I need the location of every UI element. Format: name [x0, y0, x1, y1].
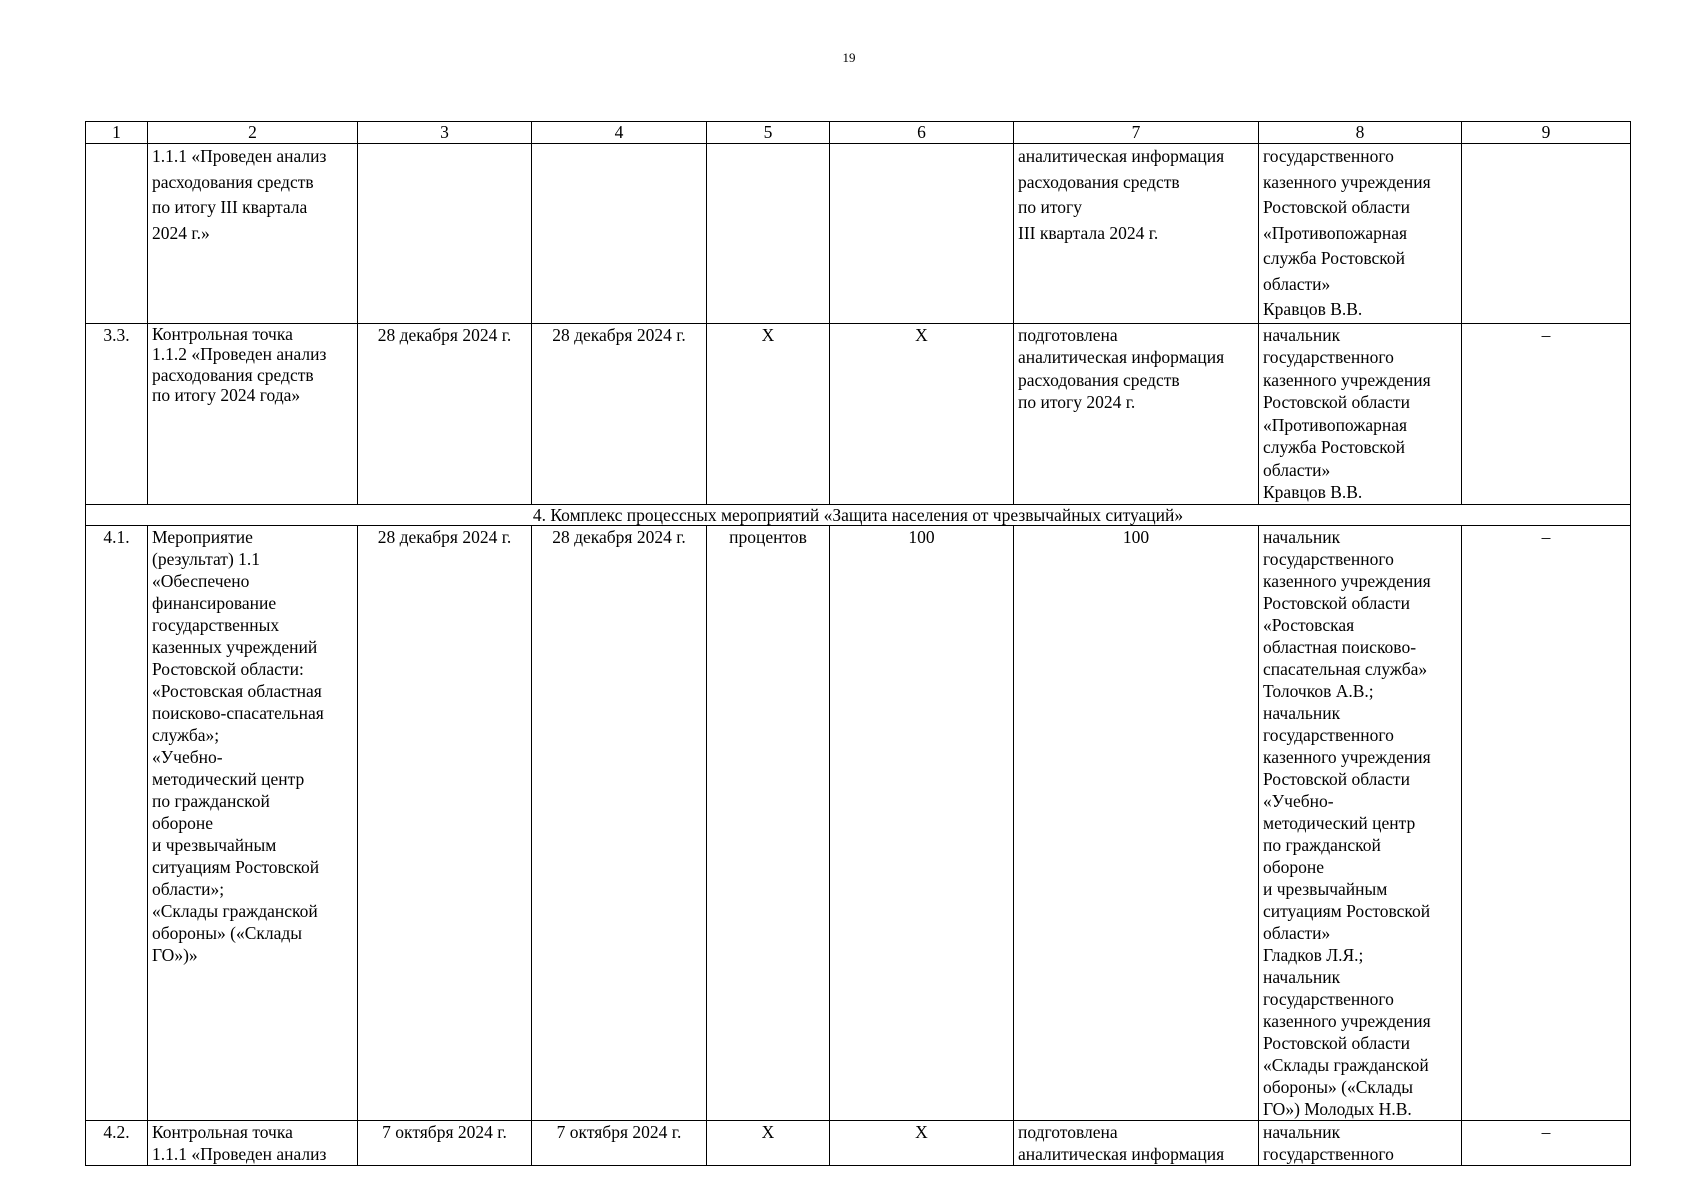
- cell-name: Контрольная точка 1.1.1 «Проведен анализ: [148, 1120, 358, 1165]
- cell-number: 4.2.: [86, 1120, 148, 1165]
- column-header: 4: [532, 122, 707, 144]
- cell-unit: процентов: [707, 525, 830, 1120]
- table-header-row: [86, 122, 1631, 144]
- table-row: [86, 144, 1631, 324]
- column-header: 9: [1462, 122, 1631, 144]
- cell-note: [1462, 144, 1631, 324]
- column-header: 2: [148, 122, 358, 144]
- cell-responsible: начальник государственного: [1259, 1120, 1462, 1165]
- column-header: 8: [1259, 122, 1462, 144]
- cell-fact-date: 28 декабря 2024 г.: [532, 525, 707, 1120]
- column-header: 3: [358, 122, 532, 144]
- cell-fact-date: [532, 144, 707, 324]
- cell-responsible: начальник государственного казенного учреждения Ростовской области «Противопожарная служба Ростовской области» Кравцов В.В.: [1259, 323, 1462, 504]
- cell-number: [86, 144, 148, 324]
- cell-plan-date: [358, 144, 532, 324]
- cell-result: аналитическая информация расходования средств по итогу III квартала 2024 г.: [1014, 144, 1259, 324]
- cell-number: 4.1.: [86, 525, 148, 1120]
- table-row: [86, 1120, 1631, 1165]
- plan-table: [85, 121, 1631, 1166]
- cell-plan-value: Х: [830, 323, 1014, 504]
- cell-plan-date: 28 декабря 2024 г.: [358, 323, 532, 504]
- cell-plan-value: 100: [830, 525, 1014, 1120]
- cell-fact-date: 28 декабря 2024 г.: [532, 323, 707, 504]
- cell-note: –: [1462, 323, 1631, 504]
- page-number: 19: [842, 50, 856, 65]
- cell-unit: [707, 144, 830, 324]
- cell-note: –: [1462, 525, 1631, 1120]
- column-header: 5: [707, 122, 830, 144]
- cell-plan-value: [830, 144, 1014, 324]
- table-row: [86, 323, 1631, 504]
- cell-responsible: начальник государственного казенного учреждения Ростовской области «Ростовская областная поисково- спасательная служба» Толочков А.В.; начальник государственного казенного учреждения Ростовской области «Учебно- методический центр по гражданской обороне и чрезвычайным ситуациям Ростовской области» Гладков Л.Я.; начальник государственного казенного учреждения Ростовской области «Склады гражданской обороны» («Склады ГО») Молодых Н.В.: [1259, 525, 1462, 1120]
- cell-responsible: государственного казенного учреждения Ростовской области «Противопожарная служба Ростовской области» Кравцов В.В.: [1259, 144, 1462, 324]
- cell-result: 100: [1014, 525, 1259, 1120]
- cell-number: 3.3.: [86, 323, 148, 504]
- cell-note: –: [1462, 1120, 1631, 1165]
- section-row: [86, 504, 1631, 525]
- cell-plan-date: 7 октября 2024 г.: [358, 1120, 532, 1165]
- column-header: 6: [830, 122, 1014, 144]
- cell-fact-date: 7 октября 2024 г.: [532, 1120, 707, 1165]
- cell-result: подготовлена аналитическая информация: [1014, 1120, 1259, 1165]
- cell-name: Контрольная точка 1.1.2 «Проведен анализ расходования средств по итогу 2024 года»: [148, 323, 358, 504]
- cell-unit: Х: [707, 1120, 830, 1165]
- cell-plan-value: Х: [830, 1120, 1014, 1165]
- cell-name: Мероприятие (результат) 1.1 «Обеспечено финансирование государственных казенных учреждений Ростовской области: «Ростовская областная поисково-спасательная служба»; «Учебно- методический центр по гражданской обороне и чрезвычайным ситуациям Ростовской области»; «Склады гражданской обороны» («Склады ГО»)»: [148, 525, 358, 1120]
- table-row: [86, 525, 1631, 1120]
- cell-unit: Х: [707, 323, 830, 504]
- column-header: 7: [1014, 122, 1259, 144]
- cell-name: 1.1.1 «Проведен анализ расходования средств по итогу III квартала 2024 г.»: [148, 144, 358, 324]
- section-title: 4. Комплекс процессных мероприятий «Защита населения от чрезвычайных ситуаций»: [86, 504, 1631, 525]
- cell-plan-date: 28 декабря 2024 г.: [358, 525, 532, 1120]
- cell-result: подготовлена аналитическая информация расходования средств по итогу 2024 г.: [1014, 323, 1259, 504]
- column-header: 1: [86, 122, 148, 144]
